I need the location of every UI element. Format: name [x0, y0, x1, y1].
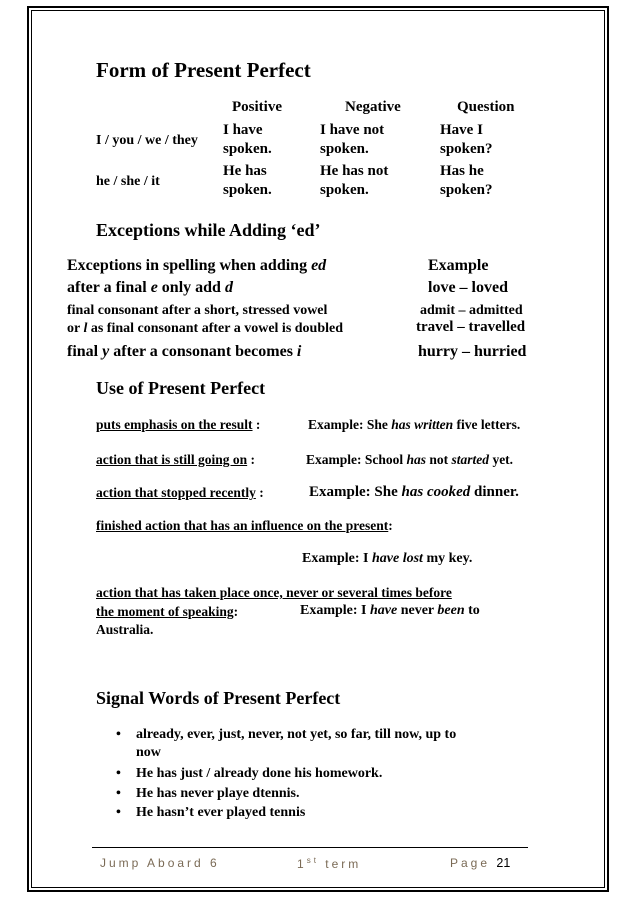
use-section-title: Use of Present Perfect	[96, 378, 266, 398]
header-question: Question	[457, 99, 515, 115]
use-item-3: action that stopped recently :	[96, 485, 264, 500]
use-item-4: finished action that has an influence on the present:	[96, 518, 393, 533]
cell-negative-1a: I have not	[320, 122, 385, 138]
cell-positive-1b: spoken.	[223, 141, 272, 157]
signal-item-3: He has never playe dtennis.	[136, 786, 300, 801]
exception-example-1: love – loved	[428, 279, 508, 296]
header-positive: Positive	[232, 99, 282, 115]
use-item-5-line1: action that has taken place once, never or several times before	[96, 585, 452, 600]
bullet-icon: •	[116, 786, 121, 801]
signal-item-1: already, ever, just, never, not yet, so far, till now, up to	[136, 727, 457, 742]
exception-example-3: travel – travelled	[416, 319, 526, 335]
exceptions-section-title: Exceptions while Adding ‘ed’	[96, 220, 321, 240]
cell-question-1b: spoken?	[440, 141, 493, 157]
use-item-5-line2: the moment of speaking:	[96, 604, 239, 619]
signal-item-1-cont: now	[136, 745, 161, 760]
use-item-2: action that is still going on :	[96, 452, 256, 467]
footer-term: 1st term	[297, 856, 362, 871]
exception-rule-4: final y after a consonant becomes i	[67, 343, 302, 360]
exception-example-2: admit – admitted	[420, 303, 523, 318]
bullet-icon: •	[116, 805, 121, 820]
cell-positive-1a: I have	[223, 122, 263, 138]
subject-plural: I / you / we / they	[96, 133, 198, 148]
signal-item-2: He has just / already done his homework.	[136, 766, 383, 781]
cell-negative-2b: spoken.	[320, 182, 369, 198]
signal-section-title: Signal Words of Present Perfect	[96, 688, 341, 708]
cell-negative-1b: spoken.	[320, 141, 369, 157]
signal-item-4: He hasn’t ever played tennis	[136, 805, 306, 820]
footer-rule	[92, 847, 528, 848]
use-example-4: Example: I have lost my key.	[302, 551, 473, 566]
use-example-5-line2: Australia.	[96, 622, 154, 637]
bullet-icon: •	[116, 766, 121, 781]
use-example-3: Example: She has cooked dinner.	[309, 484, 519, 500]
exception-rule-1: after a final e only add d	[67, 279, 233, 296]
cell-positive-2b: spoken.	[223, 182, 272, 198]
cell-positive-2a: He has	[223, 163, 267, 179]
exceptions-header-right: Example	[428, 257, 489, 274]
use-example-2: Example: School has not started yet.	[306, 452, 514, 467]
exception-rule-3: or l as final consonant after a vowel is doubled	[67, 321, 344, 336]
exception-example-4: hurry – hurried	[418, 343, 527, 360]
form-section-title: Form of Present Perfect	[96, 58, 311, 82]
bullet-icon: •	[116, 727, 121, 742]
cell-question-2b: spoken?	[440, 182, 493, 198]
cell-question-1a: Have I	[440, 122, 483, 138]
use-example-5: Example: I have never been to	[300, 603, 480, 618]
footer-book-title: Jump Aboard 6	[100, 856, 220, 870]
subject-singular: he / she / it	[96, 174, 160, 189]
cell-negative-2a: He has not	[320, 163, 389, 179]
cell-question-2a: Has he	[440, 163, 484, 179]
exceptions-header-left: Exceptions in spelling when adding ed	[67, 257, 327, 274]
use-example-1: Example: She has written five letters.	[308, 417, 521, 432]
footer-page: Page 21	[450, 856, 511, 870]
use-item-1: puts emphasis on the result :	[96, 417, 261, 432]
exception-rule-2: final consonant after a short, stressed vowel	[67, 303, 328, 318]
header-negative: Negative	[345, 99, 401, 115]
